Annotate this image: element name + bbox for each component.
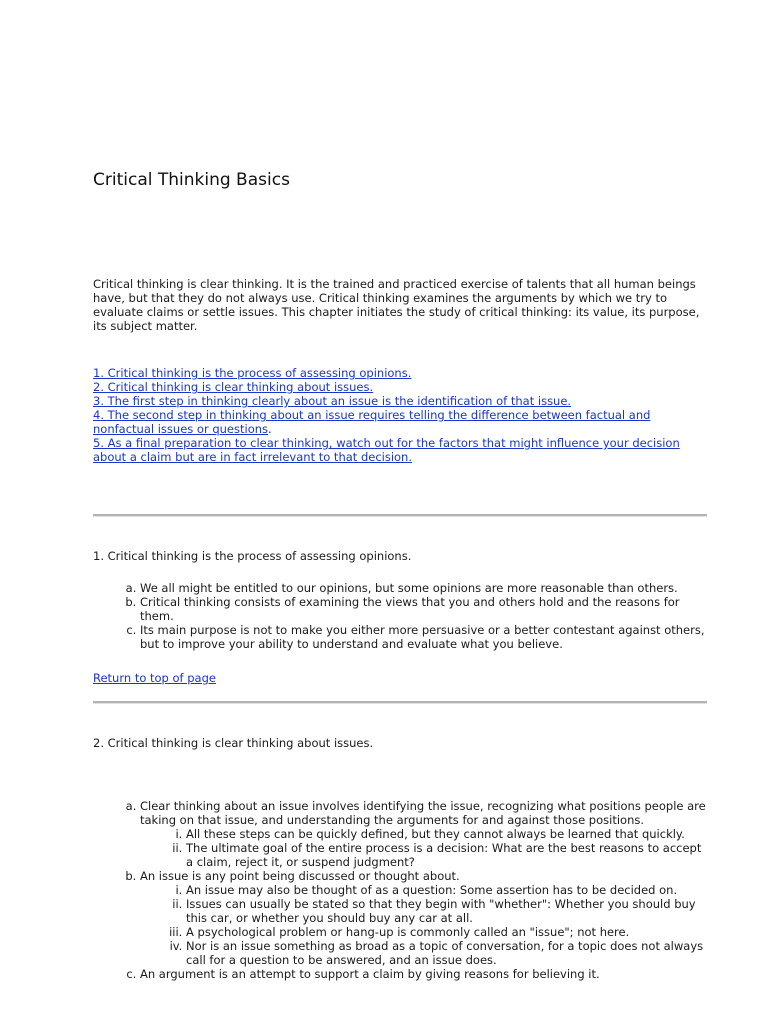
toc-link-5[interactable]: 5. As a final preparation to clear thinking, watch out for the factors that might influence your decision about a claim but are in fact irrelevant to that decision. bbox=[93, 436, 680, 464]
intro-paragraph: Critical thinking is clear thinking. It is the trained and practiced exercise of talents that all human beings have, but that they do not always use. Critical thinking examines the arguments by which we try to evaluate claims or settle issues. This chapter initiates the study of critical thinking: its value, its purpose, its subject matter. bbox=[93, 277, 700, 333]
sub-list bbox=[140, 827, 707, 869]
section-1-heading: 1. Critical thinking is the process of assessing opinions. bbox=[93, 549, 412, 563]
list-item bbox=[140, 869, 707, 967]
section-1-list bbox=[93, 581, 707, 651]
sub-list-item: iv. Nor is an issue something as broad as a topic of conversation, for a topic does not always call for a question to be answered, and an issue does. bbox=[186, 939, 707, 967]
page-title: Critical Thinking Basics bbox=[93, 170, 290, 190]
section-2-heading: 2. Critical thinking is clear thinking about issues. bbox=[93, 736, 374, 750]
list-item: c. Its main purpose is not to make you either more persuasive or a better contestant against others, but to improve your ability to understand and evaluate what you believe. bbox=[140, 623, 707, 651]
section-2-list-container bbox=[93, 799, 707, 981]
sub-list-item: iii. A psychological problem or hang-up is commonly called an "issue"; not here. bbox=[186, 925, 707, 939]
section-divider-1 bbox=[93, 514, 707, 517]
sub-list-item: i. All these steps can be quickly defined, but they cannot always be learned that quickly. bbox=[186, 827, 707, 841]
list-item bbox=[140, 799, 707, 869]
list-item: a. We all might be entitled to our opinions, but some opinions are more reasonable than others. bbox=[140, 581, 707, 595]
sub-list-item: i. An issue may also be thought of as a question: Some assertion has to be decided on. bbox=[186, 883, 707, 897]
list-item-text: An argument is an attempt to support a claim by giving reasons for believing it. bbox=[140, 967, 600, 981]
toc-link-3[interactable]: 3. The first step in thinking clearly about an issue is the identification of that issue. bbox=[93, 394, 572, 408]
return-to-top-link[interactable]: Return to top of page bbox=[93, 671, 216, 685]
toc-link-4-suffix: . bbox=[268, 422, 272, 436]
section-2-list bbox=[93, 799, 707, 981]
sub-list-item: ii. The ultimate goal of the entire process is a decision: What are the best reasons to accept a claim, reject it, or suspend judgment? bbox=[186, 841, 707, 869]
toc-link-2[interactable]: 2. Critical thinking is clear thinking about issues. bbox=[93, 380, 374, 394]
list-item-text: An issue is any point being discussed or thought about. bbox=[140, 869, 460, 883]
toc-link-4[interactable]: 4. The second step in thinking about an issue requires telling the difference between factual and nonfactual issues or questions bbox=[93, 408, 651, 436]
table-of-contents bbox=[93, 366, 709, 464]
section-1-list-container bbox=[93, 581, 707, 651]
list-item bbox=[140, 967, 707, 981]
list-item-text: Clear thinking about an issue involves identifying the issue, recognizing what positions people are taking on that issue, and understanding the arguments for and against those positions. bbox=[140, 799, 706, 827]
sub-list-item: ii. Issues can usually be stated so that they begin with "whether": Whether you should buy this car, or whether you should buy any car at all. bbox=[186, 897, 707, 925]
list-item: b. Critical thinking consists of examining the views that you and others hold and the reasons for them. bbox=[140, 595, 707, 623]
sub-list bbox=[140, 883, 707, 967]
section-divider-2 bbox=[93, 701, 707, 704]
toc-link-1[interactable]: 1. Critical thinking is the process of assessing opinions. bbox=[93, 366, 412, 380]
